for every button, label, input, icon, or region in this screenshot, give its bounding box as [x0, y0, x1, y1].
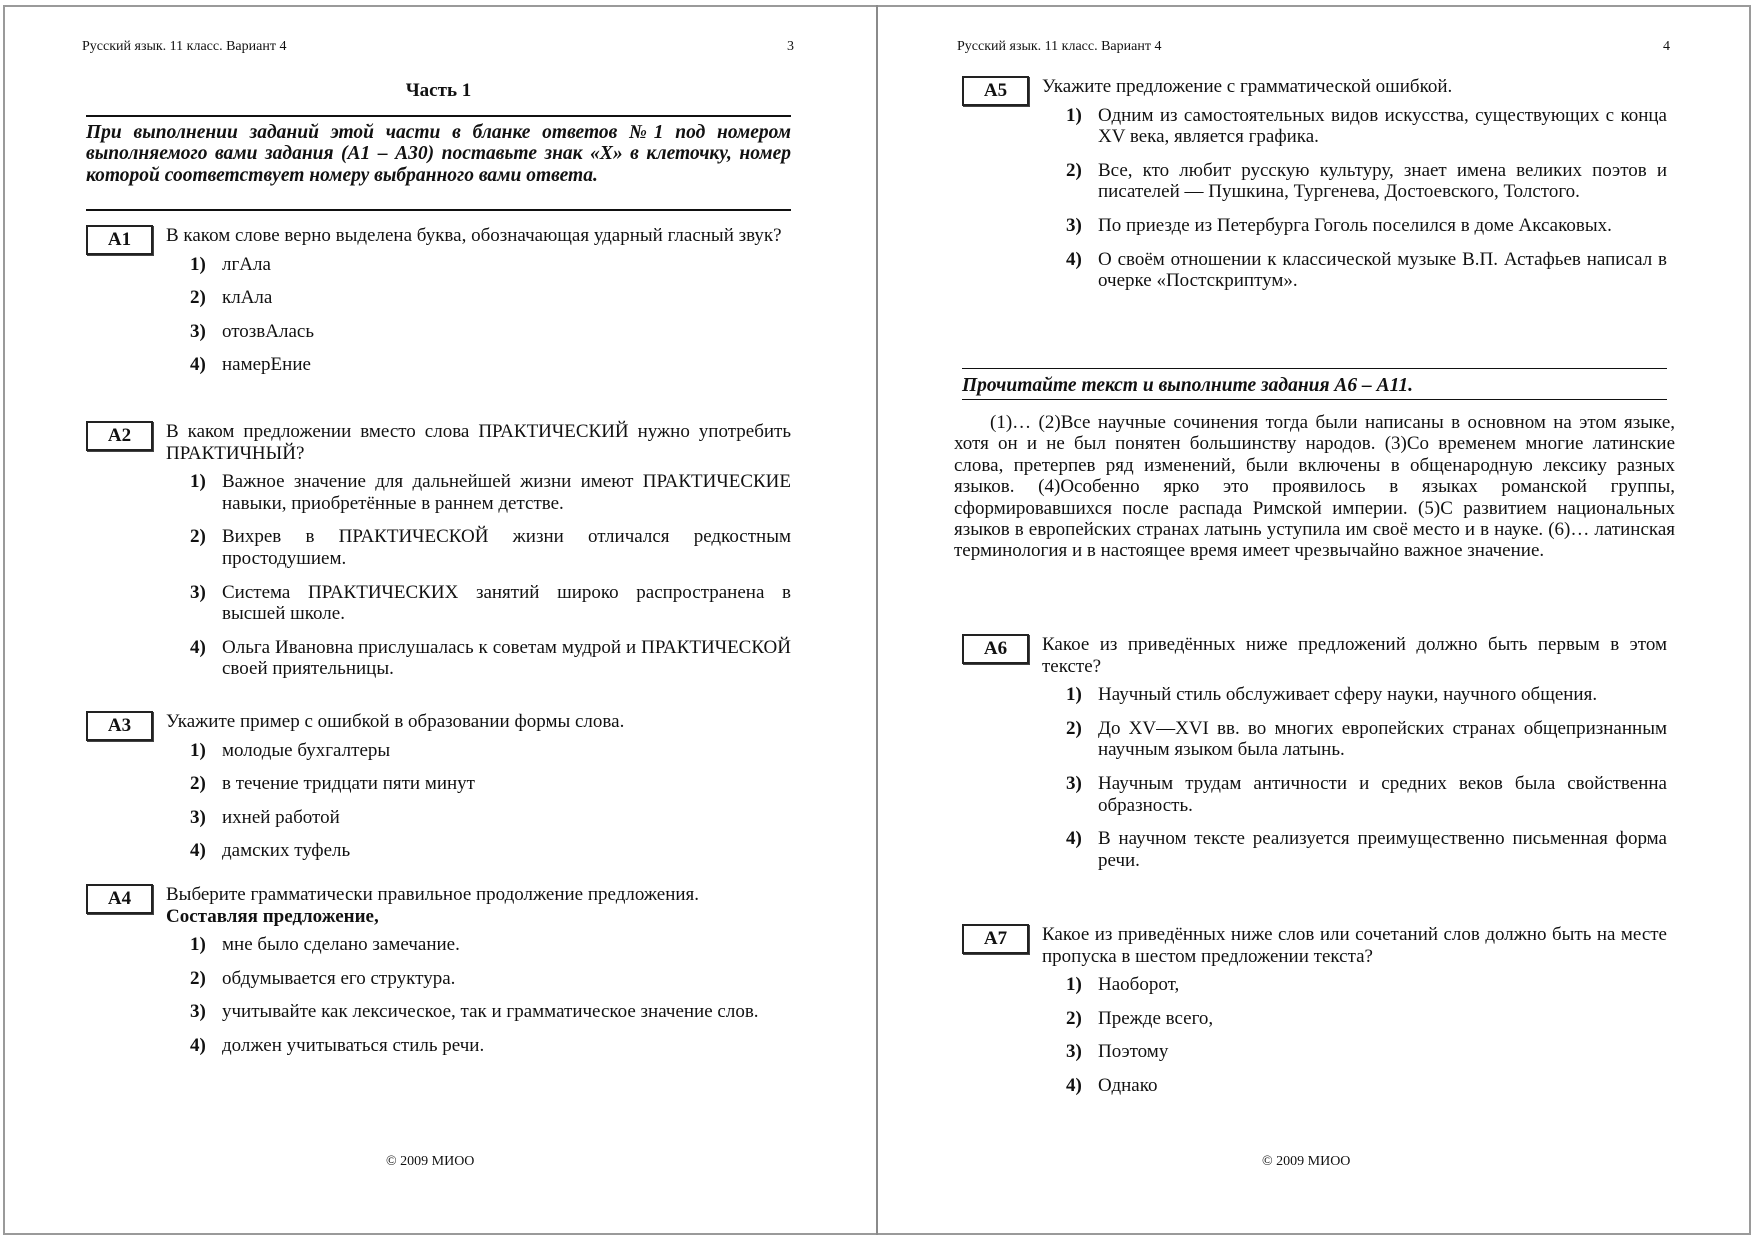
answer-option: [86, 740, 791, 762]
answer-option: [962, 105, 1667, 148]
question-number-box: А3: [86, 711, 153, 741]
answer-options: [86, 254, 791, 376]
question-number-box: А7: [962, 924, 1029, 954]
question-a7: [962, 924, 1667, 1097]
answer-option: [86, 840, 791, 862]
option-text: Вихрев в ПРАКТИЧЕСКОЙ жизни отличался редкостным простодушием.: [222, 526, 791, 569]
question-text: Какое из приведённых ниже предложений должно быть первым в этом тексте?: [1042, 634, 1667, 677]
option-text: Важное значение для дальнейшей жизни имеют ПРАКТИЧЕСКИЕ навыки, приобретённые в раннем детстве.: [222, 471, 791, 514]
left-footer: © 2009 МИОО: [386, 1154, 475, 1169]
question-number-box: А5: [962, 76, 1029, 106]
answer-options: [86, 740, 791, 862]
option-text: учитывайте как лексическое, так и грамматическое значение слов.: [222, 1001, 759, 1023]
option-text: До XV—XVI вв. во многих европейских странах общепризнанным научным языком была латынь.: [1098, 717, 1667, 761]
option-number: 2): [190, 287, 206, 309]
answer-options: [962, 105, 1667, 292]
option-text: Поэтому: [1098, 1041, 1169, 1063]
answer-option: [86, 807, 791, 829]
question-text: В каком слове верно выделена буква, обозначающая ударный гласный звук?: [166, 225, 782, 246]
right-page-number: 4: [1663, 39, 1670, 54]
option-number: 2): [190, 526, 206, 548]
question-number-box: А4: [86, 884, 153, 914]
option-text: должен учитываться стиль речи.: [222, 1034, 485, 1056]
answer-option: [86, 968, 791, 990]
question-number-box: А2: [86, 421, 153, 451]
option-text: ихней работой: [222, 806, 340, 828]
option-number: 1): [190, 253, 206, 275]
answer-option: [86, 773, 791, 795]
answer-option: [962, 1008, 1667, 1030]
option-text: мне было сделано замечание.: [222, 934, 460, 956]
answer-option: [86, 526, 791, 569]
answer-option: [86, 1035, 791, 1057]
answer-option: [962, 974, 1667, 996]
rule: [86, 209, 791, 211]
instruction: При выполнении заданий этой части в бланке ответов №1 под номером выполняемого вами задания (А1 – А30) поставьте знак «Х» в клеточку, номер которой соответствует номеру выбранного вами ответа.: [86, 122, 791, 186]
question-a3: [86, 711, 791, 862]
option-text: О своём отношении к классической музыке В.П. Астафьев написал в очерке «Постскриптум».: [1098, 248, 1667, 292]
option-number: 3): [190, 320, 206, 342]
left-page-header: Русский язык. 11 класс. Вариант 4: [82, 39, 287, 54]
question-text: Выберите грамматически правильное продолжение предложения.: [166, 884, 700, 905]
question-number-box: А1: [86, 225, 153, 255]
answer-option: [962, 718, 1667, 761]
option-text: Все, кто любит русскую культуру, знает имена великих поэтов и писателей — Пушкина, Тургенева, Достоевского, Толстого.: [1098, 159, 1667, 203]
option-number: 1): [190, 934, 206, 956]
option-number: 2): [1066, 1007, 1082, 1029]
question-text: Какое из приведённых ниже слов или сочетаний слов должно быть на месте пропуска в шестом предложении текста?: [1042, 924, 1667, 967]
answer-option: [962, 215, 1667, 237]
answer-option: [962, 249, 1667, 292]
option-text: По приезде из Петербурга Гоголь поселился в доме Аксаковых.: [1098, 214, 1612, 236]
answer-option: [962, 773, 1667, 816]
option-number: 4): [1066, 1074, 1082, 1096]
option-number: 4): [190, 840, 206, 862]
option-number: 1): [1066, 104, 1082, 126]
option-text: Прежде всего,: [1098, 1007, 1214, 1029]
option-text: Однако: [1098, 1074, 1158, 1096]
right-footer: © 2009 МИОО: [1262, 1154, 1351, 1169]
option-text: в течение тридцати пяти минут: [222, 773, 475, 795]
answer-option: [962, 684, 1667, 706]
answer-option: [962, 160, 1667, 203]
question-a5: [962, 76, 1667, 292]
page-divider: [876, 5, 878, 1235]
option-text: Наоборот,: [1098, 974, 1180, 996]
option-number: 3): [1066, 214, 1082, 236]
option-number: 2): [1066, 717, 1082, 739]
answer-options: [86, 934, 791, 1056]
option-number: 2): [1066, 159, 1082, 181]
option-number: 3): [190, 806, 206, 828]
answer-option: [86, 321, 791, 343]
option-number: 3): [1066, 1041, 1082, 1063]
option-text: молодые бухгалтеры: [222, 739, 391, 761]
question-text: Укажите предложение с грамматической ошибкой.: [1042, 76, 1453, 97]
option-text: Система ПРАКТИЧЕСКИХ занятий широко распространена в высшей школе.: [222, 581, 791, 625]
question-a2: [86, 421, 791, 680]
option-number: 3): [190, 581, 206, 603]
option-number: 4): [1066, 248, 1082, 270]
option-text: намерЕние: [222, 354, 311, 376]
answer-option: [962, 828, 1667, 871]
reading-text: (1)… (2)Все научные сочинения тогда были написаны в основном на этом языке, хотя он и не был понятен большинству народов. (3)Со временем многие латинские слова, претерпев ряд изменений, были включены в общенародную лексику разных языков. (4)Особенно ярко это проявилось в языках романской группы, сформировавшихся после распада Римской империи. (5)С развитием национальных языков в европейских странах латынь уступила им своё место и в науке. (6)… латинская терминология и в настоящее время имеет чрезвычайно важное значение.: [954, 412, 1675, 562]
answer-option: [86, 934, 791, 956]
answer-option: [86, 471, 791, 514]
rule: [962, 399, 1667, 400]
option-text: обдумывается его структура.: [222, 967, 456, 989]
option-text: лгАла: [222, 253, 271, 275]
option-text: Одним из самостоятельных видов искусства, существующих с конца XV века, является графика.: [1098, 104, 1667, 148]
option-text: Ольга Ивановна прислушалась к советам мудрой и ПРАКТИЧЕСКОЙ своей приятельницы.: [222, 636, 791, 680]
question-text: В каком предложении вместо слова ПРАКТИЧЕСКИЙ нужно употребить ПРАКТИЧНЫЙ?: [166, 421, 791, 464]
answer-options: [962, 684, 1667, 871]
answer-option: [86, 354, 791, 376]
rule: [962, 368, 1667, 369]
rule: [86, 115, 791, 117]
option-number: 3): [190, 1001, 206, 1023]
option-number: 2): [190, 773, 206, 795]
answer-option: [962, 1075, 1667, 1097]
option-text: дамских туфель: [222, 840, 351, 862]
left-page-number: 3: [787, 39, 794, 54]
answer-options: [86, 471, 791, 680]
question-a1: [86, 225, 791, 376]
option-number: 1): [190, 739, 206, 761]
question-subtext: Составляя предложение,: [166, 905, 379, 927]
option-text: клАла: [222, 287, 273, 309]
question-a4: [86, 884, 791, 1057]
answer-options: [962, 974, 1667, 1096]
answer-option: [86, 637, 791, 680]
option-number: 3): [1066, 772, 1082, 794]
option-number: 1): [1066, 684, 1082, 706]
option-number: 4): [190, 354, 206, 376]
part-title: Часть 1: [405, 80, 472, 101]
option-number: 4): [190, 636, 206, 658]
question-text: Укажите пример с ошибкой в образовании формы слова.: [166, 711, 625, 732]
question-a6: [962, 634, 1667, 871]
option-text: Научным трудам античности и средних веков была свойственна образность.: [1098, 772, 1667, 816]
question-number-box: А6: [962, 634, 1029, 664]
answer-option: [86, 1001, 791, 1023]
answer-option: [86, 254, 791, 276]
right-page-header: Русский язык. 11 класс. Вариант 4: [957, 39, 1162, 54]
option-number: 1): [1066, 974, 1082, 996]
option-text: В научном тексте реализуется преимущественно письменная форма речи.: [1098, 828, 1667, 871]
option-number: 4): [190, 1034, 206, 1056]
answer-option: [86, 287, 791, 309]
option-number: 4): [1066, 828, 1082, 850]
reading-heading: Прочитайте текст и выполните задания А6 – А11.: [962, 375, 1413, 396]
option-number: 2): [190, 967, 206, 989]
option-number: 1): [190, 471, 206, 493]
answer-option: [86, 582, 791, 625]
option-text: Научный стиль обслуживает сферу науки, научного общения.: [1098, 684, 1598, 706]
option-text: отозвАлась: [222, 320, 315, 342]
answer-option: [962, 1041, 1667, 1063]
